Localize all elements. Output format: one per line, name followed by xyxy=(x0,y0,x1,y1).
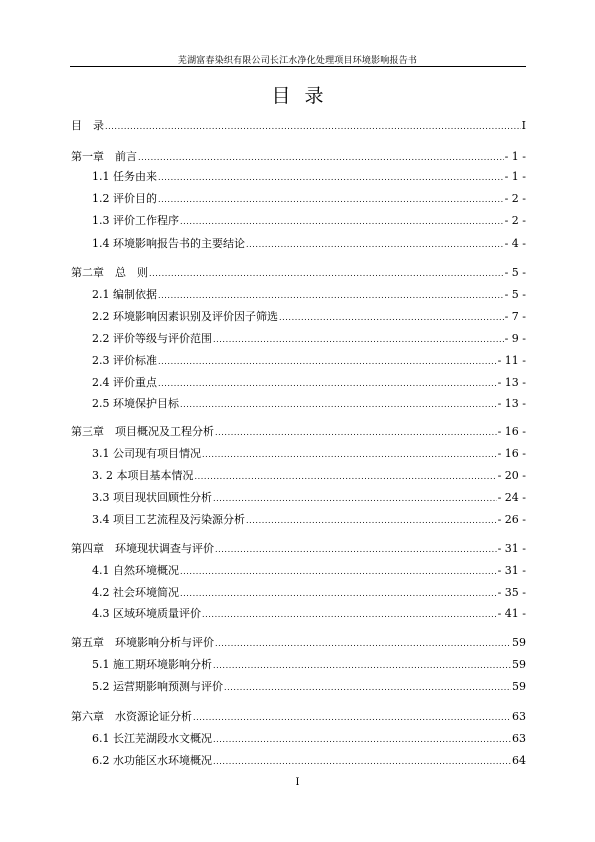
toc-dot-leader xyxy=(180,567,497,576)
toc-chapter-entry[interactable] xyxy=(71,264,526,280)
toc-entry-page: 59 xyxy=(512,636,526,649)
toc-entry-page: - 31 - xyxy=(497,564,526,577)
toc-dot-leader xyxy=(105,122,521,131)
toc-entry-label: 2.1 编制依据 xyxy=(92,288,157,301)
toc-dot-leader xyxy=(158,195,504,204)
toc-entry-label: 第六章 水资源论证分析 xyxy=(71,710,192,723)
toc-dot-leader xyxy=(279,313,504,322)
toc-dot-leader xyxy=(138,153,504,162)
toc-entry-label: 4.2 社会环境简况 xyxy=(92,586,179,599)
toc-section-entry[interactable] xyxy=(92,395,526,411)
toc-dot-leader xyxy=(180,589,497,598)
toc-section-entry[interactable] xyxy=(92,374,526,390)
toc-section-entry[interactable] xyxy=(92,489,526,505)
running-header: 芜湖富春染织有限公司长江水净化处理项目环境影响报告书 xyxy=(177,56,418,66)
toc-entry-page: - 1 - xyxy=(504,150,526,163)
toc-chapter-entry[interactable] xyxy=(71,423,526,439)
toc-section-entry[interactable] xyxy=(92,330,526,346)
toc-dot-leader xyxy=(193,713,511,722)
toc-entry-label: 3.4 项目工艺流程及污染源分析 xyxy=(92,513,245,526)
toc-entry-label: 5.2 运营期影响预测与评价 xyxy=(92,680,223,693)
toc-entry-label: 1.2 评价目的 xyxy=(92,192,157,205)
toc-entry-label: 目 录 xyxy=(71,119,104,132)
toc-entry-label: 1.3 评价工作程序 xyxy=(92,214,179,227)
toc-entry-label: 2.4 评价重点 xyxy=(92,376,157,389)
toc-dot-leader xyxy=(158,291,504,300)
toc-entry-page: - 24 - xyxy=(497,491,526,504)
toc-entry-page: - 5 - xyxy=(504,288,526,301)
toc-dot-leader xyxy=(215,545,497,554)
toc-entry-label: 3.3 项目现状回顾性分析 xyxy=(92,491,212,504)
toc-entry-label: 2.2 评价等级与评价范围 xyxy=(92,332,212,345)
toc-title: 目录 xyxy=(271,85,338,107)
toc-entry-label: 1.1 任务由来 xyxy=(92,170,157,183)
toc-dot-leader xyxy=(213,661,511,670)
toc-entry-page: - 41 - xyxy=(497,607,526,620)
toc-entry-page: 63 xyxy=(512,732,526,745)
toc-entry-page: - 7 - xyxy=(504,310,526,323)
toc-section-entry[interactable] xyxy=(92,678,526,694)
toc-dot-leader xyxy=(246,240,504,249)
toc-entry-page: - 16 - xyxy=(497,425,526,438)
toc-section-entry[interactable] xyxy=(92,584,526,600)
toc-chapter-entry[interactable] xyxy=(71,117,526,133)
toc-entry-page: 59 xyxy=(512,680,526,693)
toc-entry-label: 3.1 公司现有项目情况 xyxy=(92,447,201,460)
toc-entry-page: - 16 - xyxy=(497,447,526,460)
toc-section-entry[interactable] xyxy=(92,212,526,228)
toc-entry-label: 4.3 区域环境质量评价 xyxy=(92,607,201,620)
toc-dot-leader xyxy=(158,173,504,182)
toc-entry-label: 第四章 环境现状调查与评价 xyxy=(71,542,214,555)
toc-section-entry[interactable] xyxy=(92,730,526,746)
toc-entry-page: - 35 - xyxy=(497,586,526,599)
toc-dot-leader xyxy=(149,269,504,278)
toc-dot-leader xyxy=(215,428,497,437)
toc-entry-page: - 13 - xyxy=(497,376,526,389)
toc-dot-leader xyxy=(180,217,504,226)
toc-chapter-entry[interactable] xyxy=(71,148,526,164)
toc-section-entry[interactable] xyxy=(92,467,526,483)
toc-section-entry[interactable] xyxy=(92,308,526,324)
toc-entry-page: - 2 - xyxy=(504,214,526,227)
toc-entry-page: - 11 - xyxy=(497,354,526,367)
toc-entry-page: I xyxy=(521,119,526,132)
toc-entry-label: 2.3 评价标准 xyxy=(92,354,157,367)
toc-dot-leader xyxy=(215,639,511,648)
toc-entry-page: - 13 - xyxy=(497,397,526,410)
toc-entry-label: 2.5 环境保护目标 xyxy=(92,397,179,410)
toc-section-entry[interactable] xyxy=(92,445,526,461)
toc-section-entry[interactable] xyxy=(92,190,526,206)
toc-section-entry[interactable] xyxy=(92,511,526,527)
toc-entry-page: - 5 - xyxy=(504,266,526,279)
toc-dot-leader xyxy=(180,400,497,409)
toc-dot-leader xyxy=(213,494,497,503)
toc-dot-leader xyxy=(213,335,504,344)
toc-section-entry[interactable] xyxy=(92,352,526,368)
toc-entry-label: 第一章 前言 xyxy=(71,150,137,163)
toc-chapter-entry[interactable] xyxy=(71,634,526,650)
toc-dot-leader xyxy=(246,516,497,525)
toc-entry-page: 63 xyxy=(512,710,526,723)
toc-section-entry[interactable] xyxy=(92,656,526,672)
toc-dot-leader xyxy=(213,757,511,766)
toc-entry-label: 5.1 施工期环境影响分析 xyxy=(92,658,212,671)
toc-entry-page: 64 xyxy=(512,754,526,767)
toc-section-entry[interactable] xyxy=(92,605,526,621)
toc-chapter-entry[interactable] xyxy=(71,708,526,724)
toc-entry-label: 2.2 环境影响因素识别及评价因子筛选 xyxy=(92,310,278,323)
page-number: I xyxy=(295,777,300,788)
toc-entry-label: 第五章 环境影响分析与评价 xyxy=(71,636,214,649)
toc-entry-page: - 9 - xyxy=(504,332,526,345)
toc-entry-label: 4.1 自然环境概况 xyxy=(92,564,179,577)
toc-entry-page: 59 xyxy=(512,658,526,671)
toc-section-entry[interactable] xyxy=(92,752,526,768)
toc-entry-label: 1.4 环境影响报告书的主要结论 xyxy=(92,237,245,250)
toc-entry-page: - 2 - xyxy=(504,192,526,205)
toc-section-entry[interactable] xyxy=(92,168,526,184)
toc-dot-leader xyxy=(158,379,497,388)
toc-dot-leader xyxy=(158,357,497,366)
toc-entry-page: - 26 - xyxy=(497,513,526,526)
toc-dot-leader xyxy=(202,610,497,619)
toc-entry-label: 第三章 项目概况及工程分析 xyxy=(71,425,214,438)
toc-dot-leader xyxy=(224,683,511,692)
toc-dot-leader xyxy=(195,472,497,481)
toc-dot-leader xyxy=(202,450,497,459)
toc-entry-page: - 31 - xyxy=(497,542,526,555)
toc-entry-label: 3. 2 本项目基本情况 xyxy=(92,469,194,482)
toc-entry-page: - 4 - xyxy=(504,237,526,250)
toc-entry-label: 6.2 水功能区水环境概况 xyxy=(92,754,212,767)
toc-entry-page: - 1 - xyxy=(504,170,526,183)
toc-chapter-entry[interactable] xyxy=(71,540,526,556)
toc-section-entry[interactable] xyxy=(92,235,526,251)
toc-entry-page: - 20 - xyxy=(497,469,526,482)
toc-section-entry[interactable] xyxy=(92,562,526,578)
toc-entry-label: 第二章 总 则 xyxy=(71,266,148,279)
header-rule xyxy=(70,66,526,67)
toc-entry-label: 6.1 长江芜湖段水文概况 xyxy=(92,732,212,745)
toc-section-entry[interactable] xyxy=(92,286,526,302)
toc-dot-leader xyxy=(213,735,511,744)
